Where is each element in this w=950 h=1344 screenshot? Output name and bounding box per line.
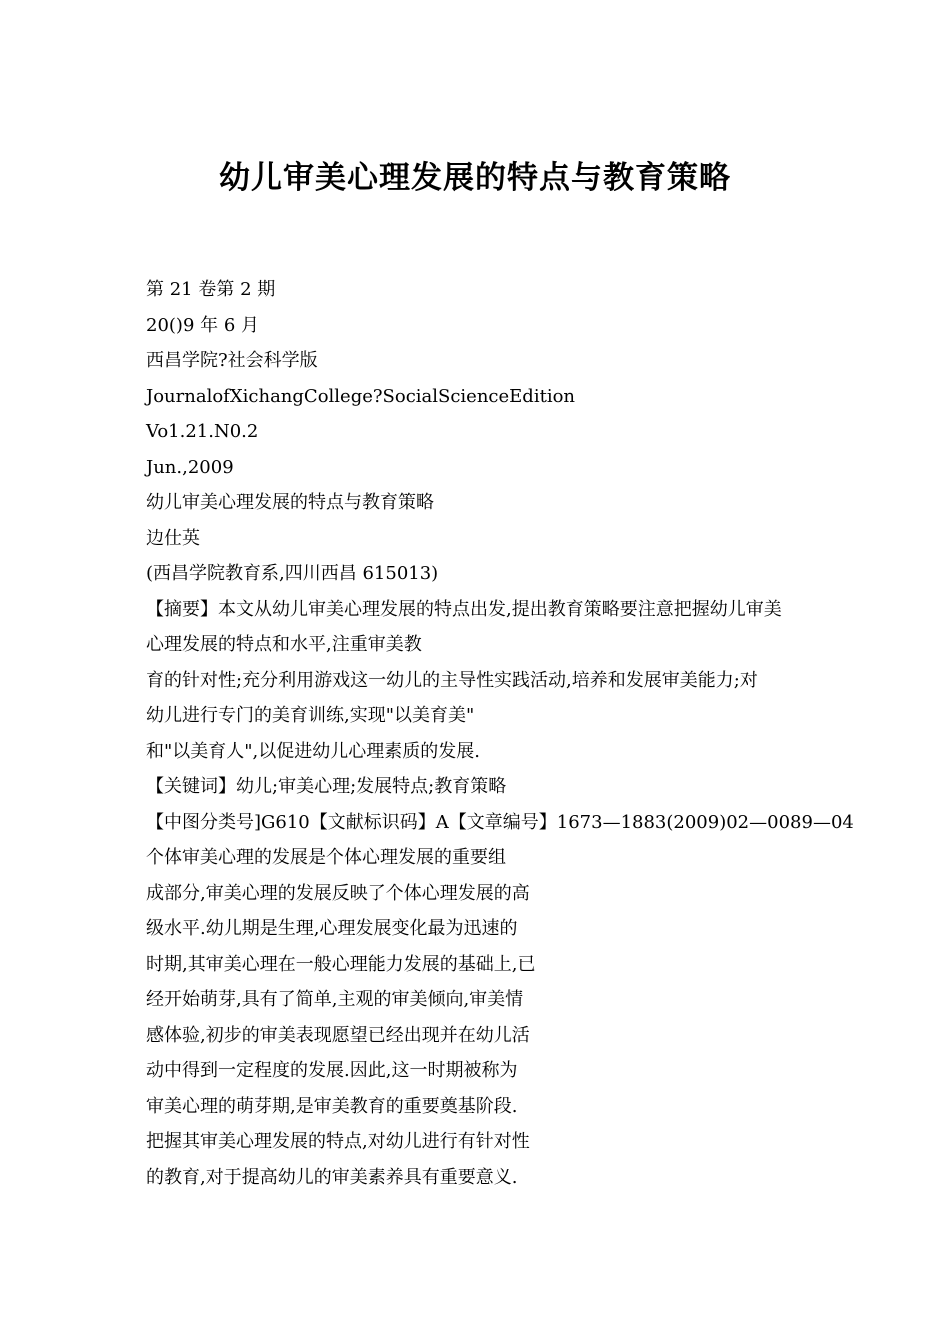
abstract-line: 育的针对性;充分利用游戏这一幼儿的主导性实践活动,培养和发展审美能力;对 [146,669,758,691]
keywords-line: 【关键词】幼儿;审美心理;发展特点;教育策略 [146,776,507,797]
abstract-line: 【摘要】本文从幼儿审美心理发展的特点出发,提出教育策略要注意把握幼儿审美 [146,598,782,620]
abstract-line: 幼儿进行专门的美育训练,实现"以美育美" [146,705,475,726]
document-title: 幼儿审美心理发展的特点与教育策略 [219,160,731,196]
journal-name-cn: 西昌学院?社会科学版 [146,350,318,371]
journal-name-en: JournalofXichangCollege?SocialScienceEdition [146,385,576,407]
abstract-line: 心理发展的特点和水平,注重审美教 [146,634,422,655]
publication-date-en: Jun.,2009 [146,456,234,478]
paragraph-line: 经开始萌芽,具有了简单,主观的审美倾向,审美情 [146,989,524,1010]
author-name: 边仕英 [146,527,200,549]
abstract-line: 和"以美育人",以促进幼儿心理素质的发展. [146,740,481,762]
paragraph-line: 时期,其审美心理在一般心理能力发展的基础上,已 [146,953,536,975]
paragraph-line: 个体审美心理的发展是个体心理发展的重要组 [146,847,506,868]
paragraph-line: 审美心理的萌芽期,是审美教育的重要奠基阶段. [146,1095,518,1117]
publication-date: 20()9 年 6 月 [146,314,260,336]
paragraph-line: 的教育,对于提高幼儿的审美素养具有重要意义. [146,1166,518,1188]
paragraph-line: 级水平.幼儿期是生理,心理发展变化最为迅速的 [146,918,518,939]
document-body [146,272,854,1195]
paragraph-line: 把握其审美心理发展的特点,对幼儿进行有针对性 [146,1131,530,1152]
article-title: 幼儿审美心理发展的特点与教育策略 [146,492,434,513]
paragraph-line: 感体验,初步的审美表现愿望已经出现并在幼儿活 [146,1024,530,1046]
volume-number-en: Vo1.21.N0.2 [146,421,259,442]
paragraph-line: 成部分,审美心理的发展反映了个体心理发展的高 [146,882,530,904]
classification-line: 【中图分类号]G610【文献标识码】A【文章编号】1673—1883(2009)02—0089—04 [146,811,854,833]
volume-issue: 第 21 卷第 2 期 [146,279,276,300]
author-affiliation: (西昌学院教育系,四川西昌 615013) [146,563,439,584]
paragraph-line: 动中得到一定程度的发展.因此,这一时期被称为 [146,1060,518,1081]
